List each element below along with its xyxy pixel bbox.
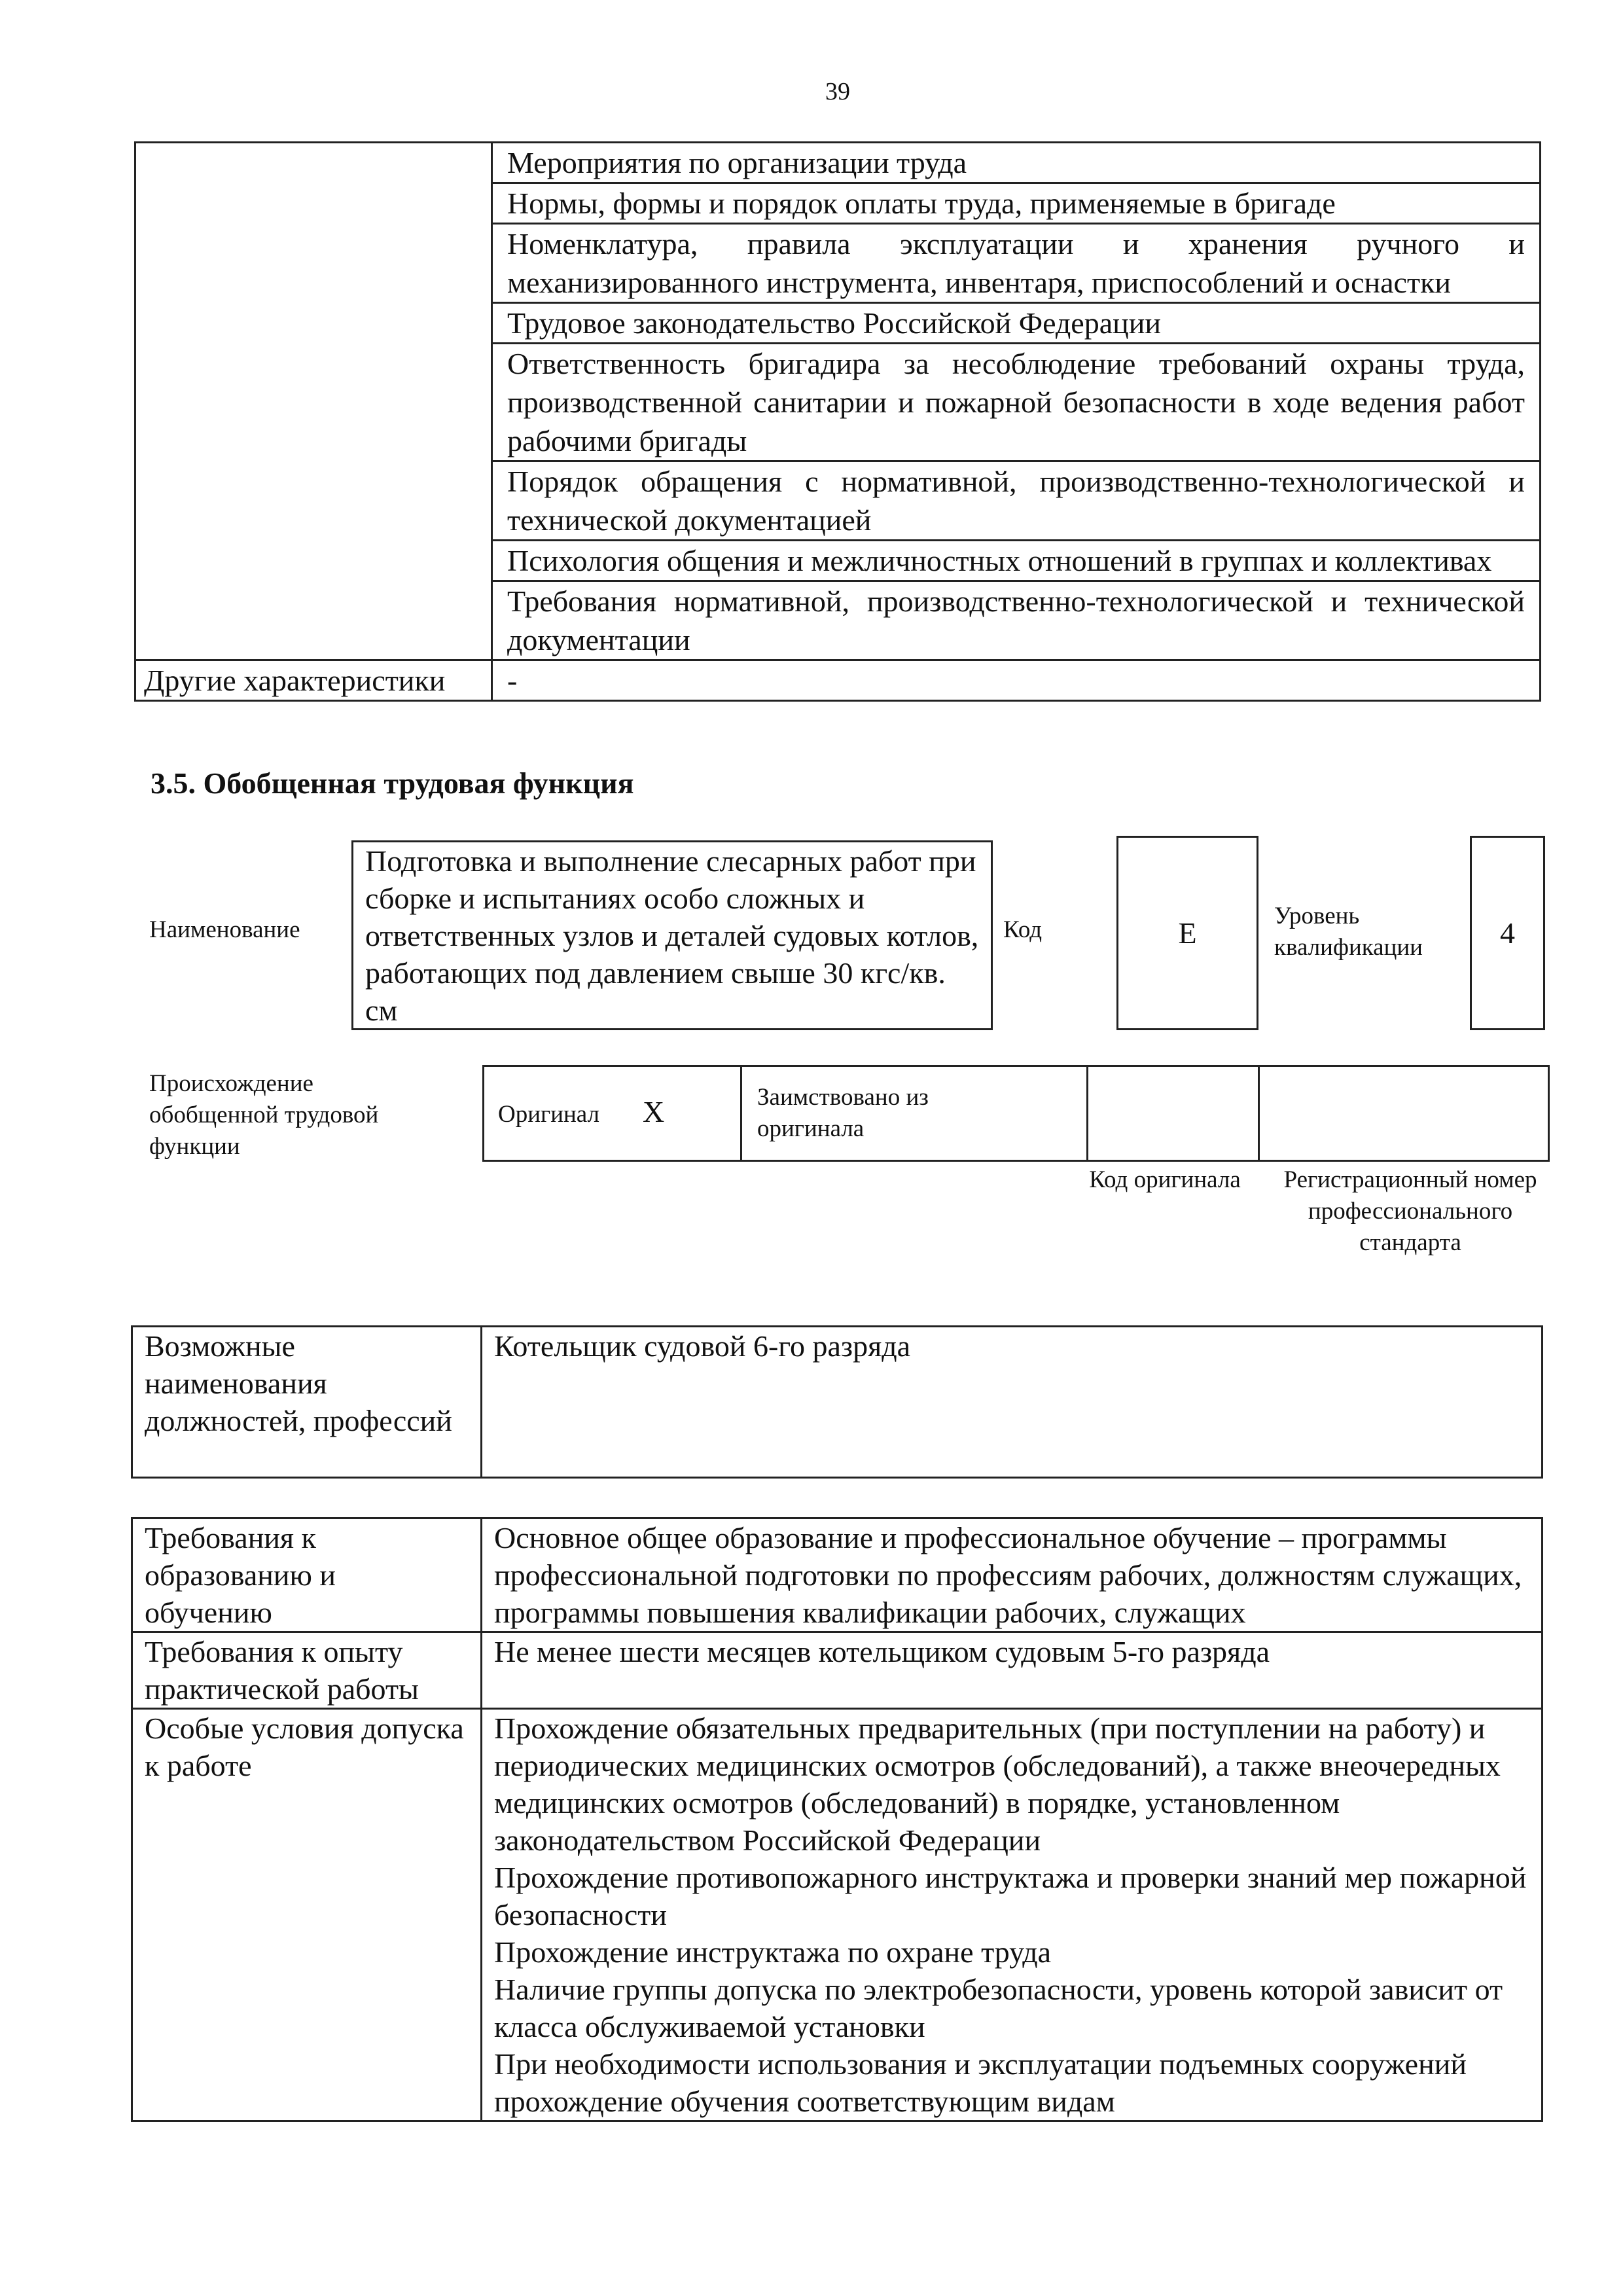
experience-value: Не менее шести месяцев котельщиком судовым 5-го разряда <box>482 1632 1543 1709</box>
table-row <box>132 1518 1543 1632</box>
table-cell: Ответственность бригадира за несоблюдение требований охраны труда, производственной санитарии и пожарной безопасности в ходе ведения работ рабочими бригады <box>492 344 1541 461</box>
admission-item: Прохождение противопожарного инструктажа и проверки знаний мер пожарной безопасности <box>494 1861 1527 1931</box>
table-row <box>132 1709 1543 2121</box>
original-cell <box>484 1066 741 1161</box>
table-row <box>132 1327 1543 1478</box>
origin-table <box>482 1065 1550 1162</box>
origin-label: Происхождение обобщенной трудовой функции <box>149 1070 379 1160</box>
original-mark: X <box>643 1095 665 1128</box>
positions-table <box>131 1325 1543 1479</box>
table-row <box>132 1632 1543 1709</box>
requirements-table <box>131 1517 1543 2122</box>
original-label: Оригинал <box>498 1101 600 1128</box>
table-cell: Психология общения и межличностных отношений в группах и коллективах <box>492 541 1541 581</box>
page-number: 39 <box>825 78 850 105</box>
experience-label: Требования к опыту практической работы <box>132 1632 482 1709</box>
registration-number-cell <box>1259 1066 1549 1161</box>
borrowed-label: Заимствовано из оригинала <box>757 1084 929 1142</box>
level-label: Уровень квалификации <box>1274 903 1423 961</box>
table-cell: Номенклатура, правила эксплуатации и хранения ручного и механизированного инструмента, инвентаря, приспособлений и оснастки <box>492 224 1541 303</box>
table-cell: Мероприятия по организации труда <box>492 143 1541 183</box>
table-cell: Порядок обращения с нормативной, производственно-технологической и технической документацией <box>492 461 1541 541</box>
code-value-box: E <box>1116 836 1258 1030</box>
admission-item: Наличие группы допуска по электробезопасности, уровень которой зависит от класса обслуживаемой установки <box>494 1973 1503 2043</box>
original-code-cell <box>1088 1066 1259 1161</box>
level-value-box: 4 <box>1470 836 1545 1030</box>
knowledge-table <box>134 141 1541 702</box>
education-value: Основное общее образование и профессиональное обучение – программы профессиональной подготовки по профессиям рабочих, должностям служащих, программы повышения квалификации рабочих, служащих <box>482 1518 1543 1632</box>
table-cell: Нормы, формы и порядок оплаты труда, применяемые в бригаде <box>492 183 1541 224</box>
caption-registration-number: Регистрационный номер профессионального стандарта <box>1283 1166 1537 1256</box>
section-heading: 3.5. Обобщенная трудовая функция <box>151 766 634 800</box>
admission-item: Прохождение инструктажа по охране труда <box>494 1935 1052 1969</box>
borrowed-cell <box>741 1066 1088 1161</box>
table-cell: Требования нормативной, производственно-технологической и технической документации <box>492 581 1541 660</box>
table-cell-empty <box>135 143 492 660</box>
education-label: Требования к образованию и обучению <box>132 1518 482 1632</box>
caption-original-code: Код оригинала <box>1089 1166 1241 1193</box>
admission-label: Особые условия допуска к работе <box>132 1709 482 2121</box>
table-row <box>484 1066 1549 1161</box>
positions-value: Котельщик судовой 6-го разряда <box>482 1327 1543 1478</box>
code-label: Код <box>1003 916 1043 943</box>
admission-item: Прохождение обязательных предварительных (при поступлении на работу) и периодических медицинских осмотров (обследований), а также внеочередных медицинских осмотров (обследований) в порядке, установленном законодательством Российской Федерации <box>494 1712 1501 1857</box>
table-row <box>135 660 1541 701</box>
table-row <box>135 143 1541 183</box>
other-characteristics-label: Другие характеристики <box>135 660 492 701</box>
function-name-box: Подготовка и выполнение слесарных работ при сборке и испытаниях особо сложных и ответственных узлов и деталей судовых котлов, работающих под давлением свыше 30 кгс/кв. см <box>351 840 993 1030</box>
admission-item: При необходимости использования и эксплуатации подъемных сооружений прохождение обучения соответствующим видам <box>494 2047 1467 2118</box>
positions-label: Возможные наименования должностей, профессий <box>132 1327 482 1478</box>
admission-values <box>482 1709 1543 2121</box>
other-characteristics-value: - <box>492 660 1541 701</box>
table-cell: Трудовое законодательство Российской Федерации <box>492 303 1541 344</box>
name-label: Наименование <box>149 916 300 943</box>
